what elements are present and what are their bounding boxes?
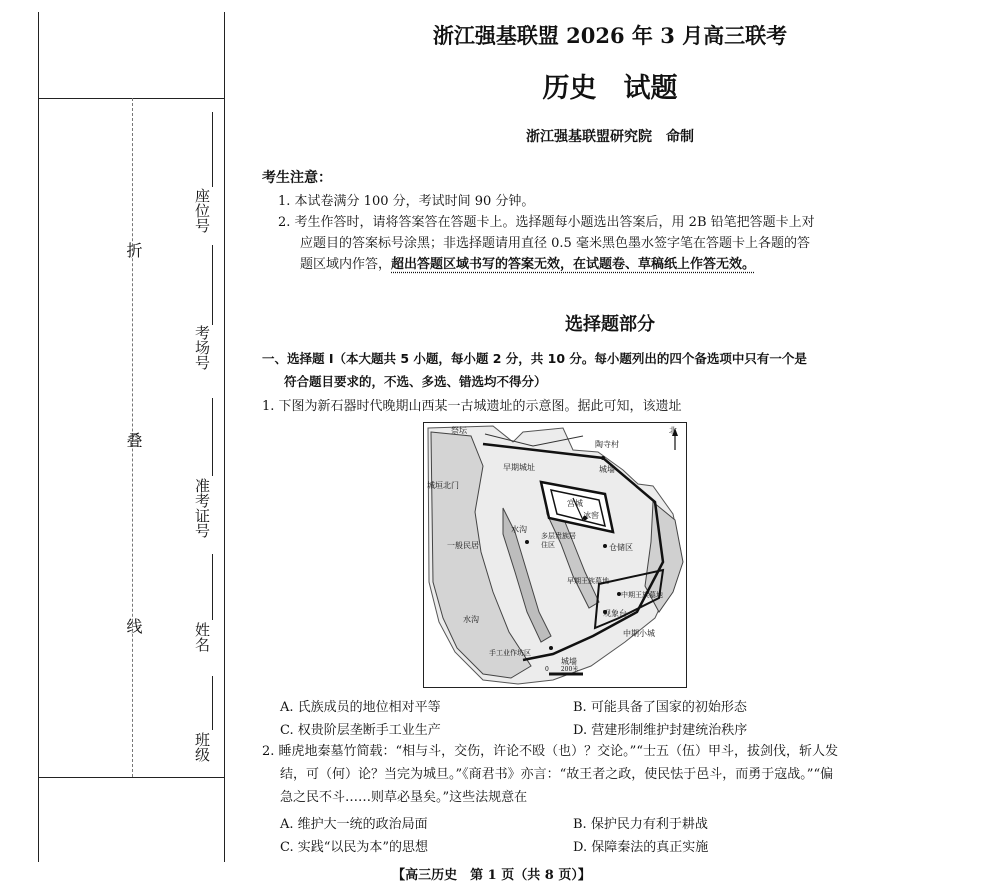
q2-line-1: 2. 睡虎地秦墓竹简载：“相与斗，交伤，许论不殴（也）？交论。”“士五（伍）甲斗，拔剑伐，斩人发 xyxy=(262,744,838,759)
page-footer: 【高三历史 第 1 页（共 8 页）】 xyxy=(392,868,591,883)
map-label-shuigou-1: 水沟 xyxy=(511,525,527,534)
field-label-ticket: 准考证号 xyxy=(193,478,211,538)
field-blank-name[interactable] xyxy=(212,554,213,620)
field-blank-ticket[interactable] xyxy=(212,398,213,476)
map-label-common-area: 一般民居 xyxy=(447,541,479,550)
map-label-mid-tomb: 中期王族墓地 xyxy=(621,591,663,599)
field-label-name: 姓名 xyxy=(193,622,211,652)
map-label-palace: 宫城 xyxy=(567,499,583,508)
binding-bottom-rule xyxy=(38,777,224,778)
fold-char-1: 折 xyxy=(124,242,143,259)
map-label-chengqiang-2: 城墙 xyxy=(561,657,577,666)
notice-emphasis: 超出答题区域书写的答案无效，在试题卷、草稿纸上作答无效。 xyxy=(391,257,756,272)
map-label-chengqiang: 城墙 xyxy=(599,465,615,474)
map-label-north-gate: 城垣北门 xyxy=(427,481,459,490)
map-label-noble-area: 多层贵族居住区 xyxy=(541,532,576,549)
map-label-jitan: 祭坛 xyxy=(451,426,467,435)
part1-instructions-line-1: 一、选择题 Ⅰ（本大题共 5 小题，每小题 2 分，共 10 分。每小题列出的四个备选项中只有一个是 xyxy=(262,351,807,366)
map-label-early-wall: 早期城址 xyxy=(503,463,535,472)
map-label-icehouse: 冰窖 xyxy=(583,511,599,520)
notice-item-2-line-3 xyxy=(300,255,755,275)
part1-instructions-line-2: 符合题目要求的，不选、多选、错选均不得分） xyxy=(284,374,547,389)
map-label-shuigou-2: 水沟 xyxy=(463,615,479,624)
notice-item-1: 1. 本试卷满分 100 分，考试时间 90 分钟。 xyxy=(278,194,535,209)
fold-char-3: 线 xyxy=(124,618,143,635)
q1-option-b: B. 可能具备了国家的初始形态 xyxy=(573,700,747,715)
binding-outer-line xyxy=(38,12,39,862)
field-label-seat: 座位号 xyxy=(193,188,211,233)
q1-stem: 1. 下图为新石器时代晚期山西某一古城遗址的示意图。据此可知，该遗址 xyxy=(262,399,682,414)
q1-option-d: D. 营建形制维护封建统治秩序 xyxy=(573,723,748,738)
q1-map xyxy=(423,422,687,688)
map-label-workshop: 手工业作坊区 xyxy=(489,649,531,657)
map-label-early-tomb: 早期王族墓地 xyxy=(567,577,609,585)
field-blank-room[interactable] xyxy=(212,245,213,325)
field-label-room: 考场号 xyxy=(193,325,211,370)
field-label-class: 班级 xyxy=(193,732,211,762)
map-label-scale: 0 200米 xyxy=(545,666,579,673)
exam-subject: 历史 试题 xyxy=(542,73,678,104)
notice-item-2-line-2: 应题目的答案标号涂黑；非选择题请用直径 0.5 毫米黑色墨水签字笔在答题卡上各题的答 xyxy=(300,236,810,251)
section-title: 选择题部分 xyxy=(565,314,655,335)
q2-line-3: 急之民不斗……则草必垦矣。”这些法规意在 xyxy=(280,790,528,805)
fold-char-2: 叠 xyxy=(124,432,143,449)
map-label-observatory: 观象台 xyxy=(603,609,627,618)
exam-title: 浙江强基联盟 2026 年 3 月高三联考 xyxy=(432,23,788,48)
map-label-warehouse: 仓储区 xyxy=(609,543,633,552)
notice-heading: 考生注意： xyxy=(262,170,332,186)
q2-option-c: C. 实践“以民为本”的思想 xyxy=(280,840,429,855)
notice-item-2-line-1: 2. 考生作答时，请将答案答在答题卡上。选择题每小题选出答案后，用 2B 铅笔把答题卡上对 xyxy=(278,215,815,230)
map-label-north: 北 xyxy=(669,426,677,435)
q2-option-b: B. 保护民力有利于耕战 xyxy=(573,817,708,832)
notice-item-2-line-3a: 题区域内作答， xyxy=(300,257,392,272)
binding-top-rule xyxy=(38,98,224,99)
q2-option-a: A. 维护大一统的政治局面 xyxy=(280,817,428,832)
q2-option-d: D. 保障秦法的真正实施 xyxy=(573,840,709,855)
q1-option-a: A. 氏族成员的地位相对平等 xyxy=(280,700,441,715)
map-label-taosi: 陶寺村 xyxy=(595,440,619,449)
exam-author: 浙江强基联盟研究院 命制 xyxy=(526,129,694,145)
binding-inner-line xyxy=(224,12,225,862)
q1-option-c: C. 权贵阶层垄断手工业生产 xyxy=(280,723,441,738)
q2-line-2: 结，可（何）论？当完为城旦。”《商君书》亦言：“故王者之政，使民怯于邑斗，而勇于寇战。”“偏 xyxy=(280,767,834,782)
field-blank-seat[interactable] xyxy=(212,112,213,187)
field-blank-class[interactable] xyxy=(212,676,213,730)
map-label-mid-city: 中期小城 xyxy=(623,629,655,638)
q1-map-svg xyxy=(423,422,687,688)
